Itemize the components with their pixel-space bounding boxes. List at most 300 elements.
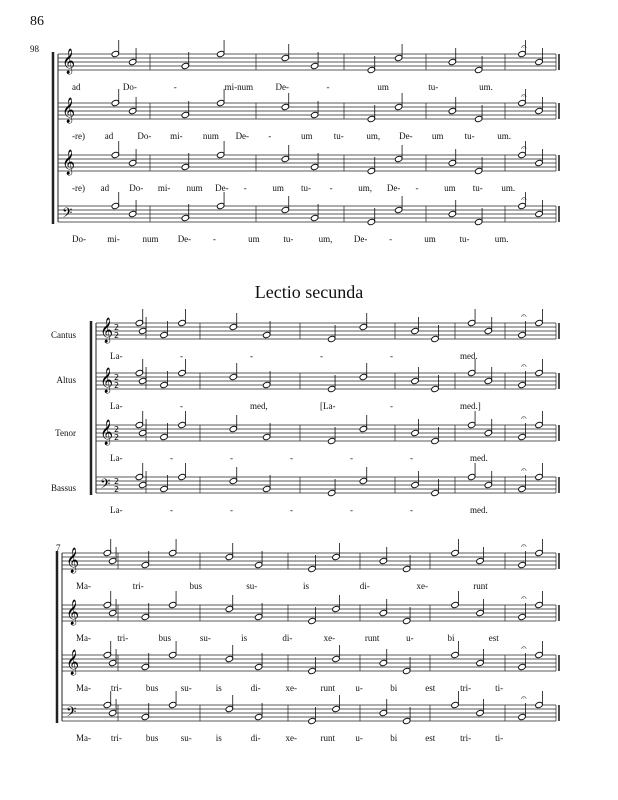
note-head: [379, 659, 388, 666]
lyric-syllable: est: [425, 683, 436, 693]
fermata-icon: 𝄐: [521, 194, 527, 205]
note-head: [108, 659, 117, 666]
note-head: [451, 701, 460, 708]
lyric-syllable: tu-: [333, 131, 344, 141]
lyric-syllable: ad: [72, 82, 81, 92]
page-number: 86: [30, 14, 44, 29]
note-head: [178, 319, 187, 326]
lyric-syllable: Do-: [122, 82, 137, 92]
note-head: [168, 701, 177, 708]
note-head: [411, 377, 420, 384]
note-head: [431, 385, 440, 392]
note-head: [332, 605, 341, 612]
note-head: [262, 381, 271, 388]
note-head: [467, 319, 476, 326]
note-head: [308, 565, 317, 572]
bass-clef-icon: 𝄢: [66, 704, 77, 723]
voice-label-tenor: Tenor: [55, 428, 76, 438]
note-head: [535, 549, 544, 556]
note-head: [281, 206, 290, 213]
lyric-syllable: -: [415, 183, 419, 193]
lyric-syllable: su-: [180, 733, 192, 743]
note-head: [367, 167, 376, 174]
lyric-syllable: runt: [320, 683, 335, 693]
lyric-syllable: is: [241, 633, 248, 643]
treble-clef-icon: 𝄞: [66, 650, 80, 675]
lyric-syllable: -: [243, 183, 247, 193]
lyric-syllable: -: [350, 453, 353, 463]
lyric-syllable: -: [180, 401, 183, 411]
lyric-syllable: is: [215, 683, 222, 693]
lyric-syllable: -: [170, 505, 173, 515]
note-head: [518, 331, 527, 338]
lyric-syllable: bus: [158, 633, 172, 643]
lyric-syllable: di-: [282, 633, 293, 643]
note-head: [168, 651, 177, 658]
note-head: [178, 473, 187, 480]
note-head: [332, 655, 341, 662]
measure-number: 7: [56, 543, 61, 553]
lyric-syllable: Ma-: [76, 581, 91, 591]
note-head: [518, 561, 527, 568]
lyric-syllable: su-: [199, 633, 211, 643]
note-head: [474, 115, 483, 122]
fermata-icon: 𝄐: [521, 42, 527, 53]
note-head: [535, 651, 544, 658]
lyric-syllable: bus: [145, 683, 159, 693]
note-head: [394, 103, 403, 110]
lyric-syllable: -: [389, 234, 393, 244]
lyric-syllable: runt: [320, 733, 335, 743]
lyric-syllable: di-: [250, 683, 261, 693]
note-head: [229, 323, 238, 330]
lyric-syllable: um: [248, 234, 260, 244]
note-head: [467, 369, 476, 376]
lyric-syllable: -: [230, 505, 233, 515]
note-head: [216, 50, 225, 57]
note-head: [467, 473, 476, 480]
note-head: [160, 485, 169, 492]
lyric-syllable: -: [320, 351, 323, 361]
note-head: [254, 713, 263, 720]
time-signature-bottom: 2: [114, 433, 120, 442]
note-head: [411, 429, 420, 436]
lyric-syllable: bi: [390, 683, 398, 693]
note-head: [535, 473, 544, 480]
note-head: [229, 477, 238, 484]
note-head: [128, 58, 137, 65]
bass-clef-icon: 𝄢: [62, 205, 73, 224]
lyric-syllable: tri-: [132, 581, 144, 591]
note-head: [103, 601, 112, 608]
note-head: [103, 701, 112, 708]
lyric-syllable: -: [390, 351, 393, 361]
note-head: [367, 66, 376, 73]
note-head: [394, 206, 403, 213]
note-head: [518, 381, 527, 388]
note-head: [476, 557, 485, 564]
fermata-icon: 𝄐: [521, 91, 527, 102]
lyric-syllable: Ma-: [76, 633, 91, 643]
note-head: [310, 214, 319, 221]
note-head: [484, 481, 493, 488]
lyric-syllable: med,: [250, 401, 268, 411]
note-head: [474, 218, 483, 225]
note-head: [262, 433, 271, 440]
note-head: [160, 433, 169, 440]
note-head: [535, 319, 544, 326]
lyric-syllable: xe-: [285, 733, 298, 743]
note-head: [108, 709, 117, 716]
note-head: [108, 609, 117, 616]
note-head: [411, 481, 420, 488]
lyric-syllable: De-: [353, 234, 368, 244]
lyric-syllable: um.: [497, 131, 512, 141]
note-head: [262, 485, 271, 492]
treble-clef-icon: 𝄞: [62, 49, 76, 74]
note-head: [474, 66, 483, 73]
note-head: [128, 107, 137, 114]
note-head: [308, 667, 317, 674]
note-head: [402, 617, 411, 624]
lyric-syllable: est: [488, 633, 499, 643]
note-head: [181, 111, 190, 118]
lyric-syllable: su-: [246, 581, 258, 591]
note-head: [448, 159, 457, 166]
note-head: [216, 99, 225, 106]
section-title: Lectio secunda: [254, 282, 364, 302]
note-head: [225, 605, 234, 612]
lyric-syllable: -: [250, 351, 253, 361]
note-head: [103, 549, 112, 556]
lyric-syllable: um: [301, 131, 313, 141]
note-head: [168, 549, 177, 556]
note-head: [476, 609, 485, 616]
note-head: [535, 369, 544, 376]
note-head: [181, 62, 190, 69]
fermata-icon: 𝄐: [521, 413, 527, 424]
lyric-syllable: tu-: [428, 82, 439, 92]
note-head: [160, 381, 169, 388]
lyric-syllable: um.: [501, 183, 516, 193]
note-head: [135, 369, 144, 376]
note-head: [141, 561, 150, 568]
note-head: [128, 159, 137, 166]
note-head: [394, 54, 403, 61]
lyric-syllable: est: [425, 733, 436, 743]
voice-label-bassus: Bassus: [50, 483, 76, 493]
lyric-syllable: tri-: [110, 683, 122, 693]
note-head: [448, 210, 457, 217]
lyric-syllable: De-: [235, 131, 250, 141]
lyric-syllable: u-: [406, 633, 414, 643]
lyric-syllable: ti-: [495, 733, 504, 743]
note-head: [327, 335, 336, 342]
note-head: [181, 214, 190, 221]
lyric-syllable: um,: [318, 234, 333, 244]
note-head: [254, 663, 263, 670]
note-head: [262, 331, 271, 338]
lyric-syllable: tu-: [283, 234, 294, 244]
note-head: [128, 210, 137, 217]
lyric-syllable: di-: [359, 581, 370, 591]
note-head: [535, 210, 544, 217]
note-head: [518, 485, 527, 492]
lyric-syllable: num: [186, 183, 203, 193]
note-head: [484, 377, 493, 384]
note-head: [111, 151, 120, 158]
lyric-syllable: tu-: [459, 234, 470, 244]
treble-clef-icon: 𝄞: [62, 98, 76, 123]
lyric-syllable: De-: [215, 183, 229, 193]
lyric-syllable: um.: [479, 82, 493, 92]
note-head: [535, 421, 544, 428]
lyric-syllable: -: [326, 82, 330, 92]
lyric-syllable: runt: [473, 581, 488, 591]
lyric-syllable: mi-num: [224, 82, 254, 92]
lyric-syllable: um: [272, 183, 284, 193]
note-head: [451, 601, 460, 608]
lyric-syllable: Do-: [72, 234, 86, 244]
time-signature-top: 2: [114, 425, 120, 434]
fermata-icon: 𝄐: [521, 465, 527, 476]
treble-clef-icon: 𝄞: [100, 368, 114, 393]
lyric-syllable: med.: [470, 505, 488, 515]
lyric-syllable: De-: [177, 234, 192, 244]
lyric-syllable: -: [410, 453, 413, 463]
note-head: [111, 99, 120, 106]
note-head: [411, 327, 420, 334]
treble-clef-icon: 𝄞: [100, 420, 114, 445]
fermata-icon: 𝄐: [521, 361, 527, 372]
note-head: [518, 433, 527, 440]
lyric-syllable: mi-: [170, 131, 183, 141]
fermata-icon: 𝄐: [521, 311, 527, 322]
note-head: [141, 713, 150, 720]
note-head: [476, 659, 485, 666]
treble-clef-icon: 𝄞: [66, 548, 80, 573]
note-head: [327, 385, 336, 392]
note-head: [310, 163, 319, 170]
note-head: [359, 323, 368, 330]
lyric-syllable: tri-: [110, 733, 122, 743]
lyric-syllable: -: [173, 82, 177, 92]
note-head: [225, 705, 234, 712]
note-head: [141, 663, 150, 670]
note-head: [281, 155, 290, 162]
lyric-syllable: bi: [447, 633, 455, 643]
note-head: [431, 335, 440, 342]
lyric-syllable: su-: [180, 683, 192, 693]
note-head: [535, 107, 544, 114]
lyric-syllable: -: [290, 453, 293, 463]
lyric-syllable: is: [215, 733, 222, 743]
note-head: [379, 709, 388, 716]
time-signature-bottom: 2: [114, 381, 120, 390]
note-head: [467, 421, 476, 428]
note-head: [254, 613, 263, 620]
bass-clef-icon: 𝄢: [100, 476, 111, 495]
note-head: [402, 717, 411, 724]
note-head: [359, 425, 368, 432]
note-head: [332, 553, 341, 560]
lyric-syllable: u-: [355, 733, 363, 743]
lyric-syllable: Do-: [129, 183, 144, 193]
lyric-syllable: La-: [110, 401, 123, 411]
note-head: [308, 617, 317, 624]
lyric-syllable: med.]: [460, 401, 481, 411]
note-head: [181, 163, 190, 170]
fermata-icon: 𝄐: [521, 693, 527, 704]
lyric-syllable: -: [180, 351, 183, 361]
lyric-syllable: Do-: [137, 131, 152, 141]
lyric-syllable: tu-: [472, 183, 483, 193]
note-head: [308, 717, 317, 724]
note-head: [141, 613, 150, 620]
lyric-syllable: um: [444, 183, 456, 193]
lyric-syllable: bus: [189, 581, 203, 591]
lyric-syllable: bi: [390, 733, 398, 743]
lyric-syllable: u-: [355, 683, 363, 693]
lyric-syllable: um: [424, 234, 436, 244]
lyric-syllable: tu-: [464, 131, 475, 141]
fermata-icon: 𝄐: [521, 143, 527, 154]
lyric-syllable: bus: [145, 733, 159, 743]
note-head: [327, 437, 336, 444]
time-signature-top: 2: [114, 477, 120, 486]
lyric-syllable: La-: [110, 505, 123, 515]
note-head: [216, 151, 225, 158]
note-head: [431, 489, 440, 496]
lyric-syllable: mi-: [107, 234, 120, 244]
note-head: [108, 557, 117, 564]
note-head: [451, 651, 460, 658]
lyric-syllable: tri-: [117, 633, 129, 643]
note-head: [535, 159, 544, 166]
lyric-syllable: [La-: [320, 401, 336, 411]
note-head: [359, 373, 368, 380]
note-head: [135, 319, 144, 326]
voice-label-cantus: Cantus: [50, 330, 76, 340]
note-head: [518, 713, 527, 720]
note-head: [178, 421, 187, 428]
time-signature-top: 2: [114, 323, 120, 332]
note-head: [484, 327, 493, 334]
note-head: [178, 369, 187, 376]
note-head: [332, 705, 341, 712]
note-head: [310, 62, 319, 69]
lyric-syllable: -: [290, 505, 293, 515]
note-head: [229, 425, 238, 432]
lyric-syllable: um,: [358, 183, 373, 193]
note-head: [111, 50, 120, 57]
lyric-syllable: tri-: [460, 683, 472, 693]
fermata-icon: 𝄐: [521, 643, 527, 654]
note-head: [367, 115, 376, 122]
note-head: [535, 58, 544, 65]
note-head: [160, 331, 169, 338]
lyric-syllable: De-: [399, 131, 413, 141]
lyric-syllable: xe-: [285, 683, 298, 693]
note-head: [402, 667, 411, 674]
measure-number: 98: [30, 44, 39, 54]
note-head: [484, 429, 493, 436]
lyric-syllable: tri-: [460, 733, 472, 743]
treble-clef-icon: 𝄞: [100, 318, 114, 343]
lyric-syllable: -re): [72, 183, 85, 193]
note-head: [225, 655, 234, 662]
time-signature-top: 2: [114, 373, 120, 382]
note-head: [394, 155, 403, 162]
lyric-syllable: La-: [110, 453, 123, 463]
note-head: [379, 609, 388, 616]
note-head: [168, 601, 177, 608]
lyric-syllable: -: [268, 131, 272, 141]
note-head: [281, 103, 290, 110]
voice-label-altus: Altus: [56, 375, 76, 385]
lyric-syllable: is: [303, 581, 310, 591]
note-head: [476, 709, 485, 716]
lyric-syllable: di-: [250, 733, 261, 743]
note-head: [254, 561, 263, 568]
lyric-syllable: xe-: [416, 581, 428, 591]
lyric-syllable: -: [390, 401, 393, 411]
lyric-syllable: La-: [110, 351, 123, 361]
note-head: [327, 489, 336, 496]
lyric-syllable: um: [377, 82, 389, 92]
lyric-syllable: -re): [72, 131, 85, 141]
note-head: [535, 601, 544, 608]
note-head: [135, 421, 144, 428]
fermata-icon: 𝄐: [521, 593, 527, 604]
lyric-syllable: ad: [100, 183, 110, 193]
note-head: [379, 557, 388, 564]
note-head: [310, 111, 319, 118]
note-head: [111, 202, 120, 209]
note-head: [518, 613, 527, 620]
lyric-syllable: -: [410, 505, 413, 515]
note-head: [431, 437, 440, 444]
note-head: [135, 473, 144, 480]
fermata-icon: 𝄐: [521, 541, 527, 552]
lyric-syllable: xe-: [323, 633, 336, 643]
note-head: [103, 651, 112, 658]
note-head: [402, 565, 411, 572]
lyric-syllable: tu-: [301, 183, 311, 193]
treble-clef-icon: 𝄞: [66, 600, 80, 625]
note-head: [518, 663, 527, 670]
lyric-syllable: Ma-: [76, 683, 91, 693]
treble-clef-icon: 𝄞: [62, 150, 76, 175]
note-head: [535, 701, 544, 708]
lyric-syllable: -: [230, 453, 233, 463]
lyric-syllable: med.: [470, 453, 488, 463]
note-head: [474, 167, 483, 174]
note-head: [359, 477, 368, 484]
lyric-syllable: num: [142, 234, 159, 244]
note-head: [225, 553, 234, 560]
lyric-syllable: ad: [104, 131, 114, 141]
note-head: [448, 58, 457, 65]
lyric-syllable: -: [212, 234, 216, 244]
lyric-syllable: um.: [494, 234, 509, 244]
lyric-syllable: -: [350, 505, 353, 515]
lyric-syllable: um,: [366, 131, 381, 141]
note-head: [448, 107, 457, 114]
lyric-syllable: num: [202, 131, 219, 141]
time-signature-bottom: 2: [114, 331, 120, 340]
lyric-syllable: -: [170, 453, 173, 463]
